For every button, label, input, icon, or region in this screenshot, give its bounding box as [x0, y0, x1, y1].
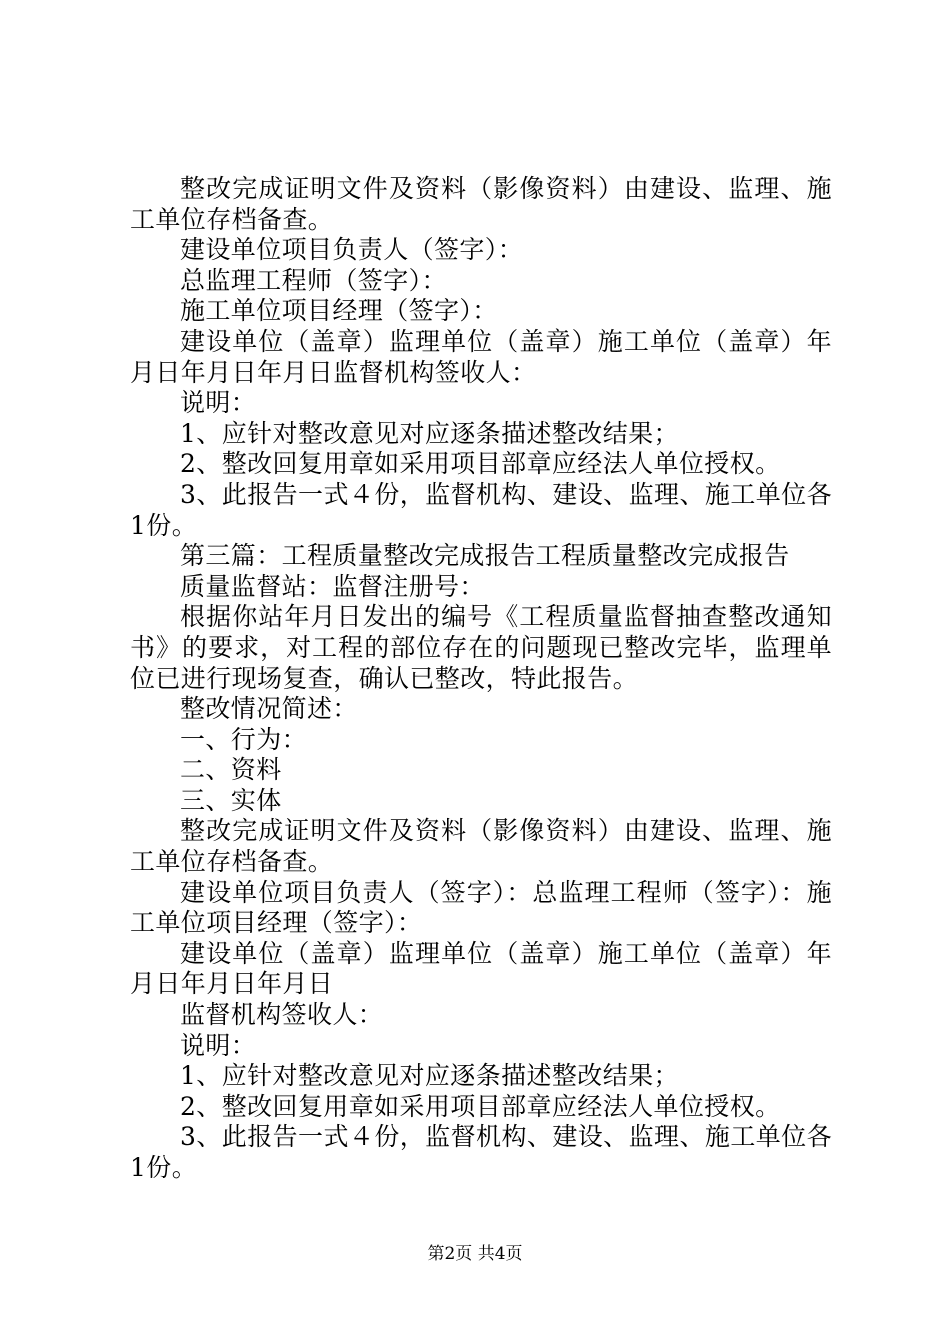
paragraph: 总监理工程师（签字）：: [180, 265, 447, 295]
paragraph: 整改完成证明文件及资料（影像资料）由建设、监理、施工单位存档备查。: [130, 174, 832, 234]
paragraph: 施工单位项目经理（签字）：: [180, 296, 498, 326]
paragraph: 整改完成证明文件及资料（影像资料）由建设、监理、施工单位存档备查。: [130, 816, 832, 877]
document-body: [130, 174, 832, 1184]
paragraph: 监督机构签收人：: [180, 1000, 384, 1030]
paragraph: 1、应针对整改意见对应逐条描述整改结果；: [180, 1061, 679, 1091]
paragraph: 说明：: [180, 1030, 257, 1060]
paragraph: 一、行为：: [180, 724, 308, 754]
paragraph: 建设单位（盖章）监理单位（盖章）施工单位（盖章）年月日年月日年月日监督机构签收人：: [130, 326, 832, 387]
paragraph: 建设单位项目负责人（签字）：总监理工程师（签字）：施工单位项目经理（签字）：: [130, 877, 832, 938]
paragraph: 二、资料: [180, 755, 282, 785]
paragraph: 2、整改回复用章如采用项目部章应经法人单位授权。: [180, 1091, 781, 1121]
section-heading: 第三篇：工程质量整改完成报告工程质量整改完成报告: [180, 541, 790, 571]
paragraph: 三、实体: [180, 785, 282, 815]
page-number-footer: 第2页 共4页: [427, 1244, 523, 1264]
paragraph: 质量监督站：监督注册号：: [180, 571, 485, 601]
paragraph: 1、应针对整改意见对应逐条描述整改结果；: [180, 418, 679, 448]
paragraph: 2、整改回复用章如采用项目部章应经法人单位授权。: [180, 449, 781, 479]
paragraph: 整改情况简述：: [180, 694, 358, 724]
paragraph: 建设单位项目负责人（签字）：: [180, 235, 524, 265]
paragraph: 根据你站年月日发出的编号《工程质量监督抽查整改通知书》的要求，对工程的部位存在的问题现已整改完毕，监理单位已进行现场复查，确认已整改，特此报告。: [130, 602, 832, 693]
paragraph: 3、此报告一式４份，监督机构、建设、监理、施工单位各1份。: [130, 479, 832, 540]
paragraph: 建设单位（盖章）监理单位（盖章）施工单位（盖章）年月日年月日年月日: [130, 938, 832, 999]
paragraph: 3、此报告一式４份，监督机构、建设、监理、施工单位各1份。: [130, 1122, 832, 1182]
paragraph: 说明：: [180, 388, 257, 418]
